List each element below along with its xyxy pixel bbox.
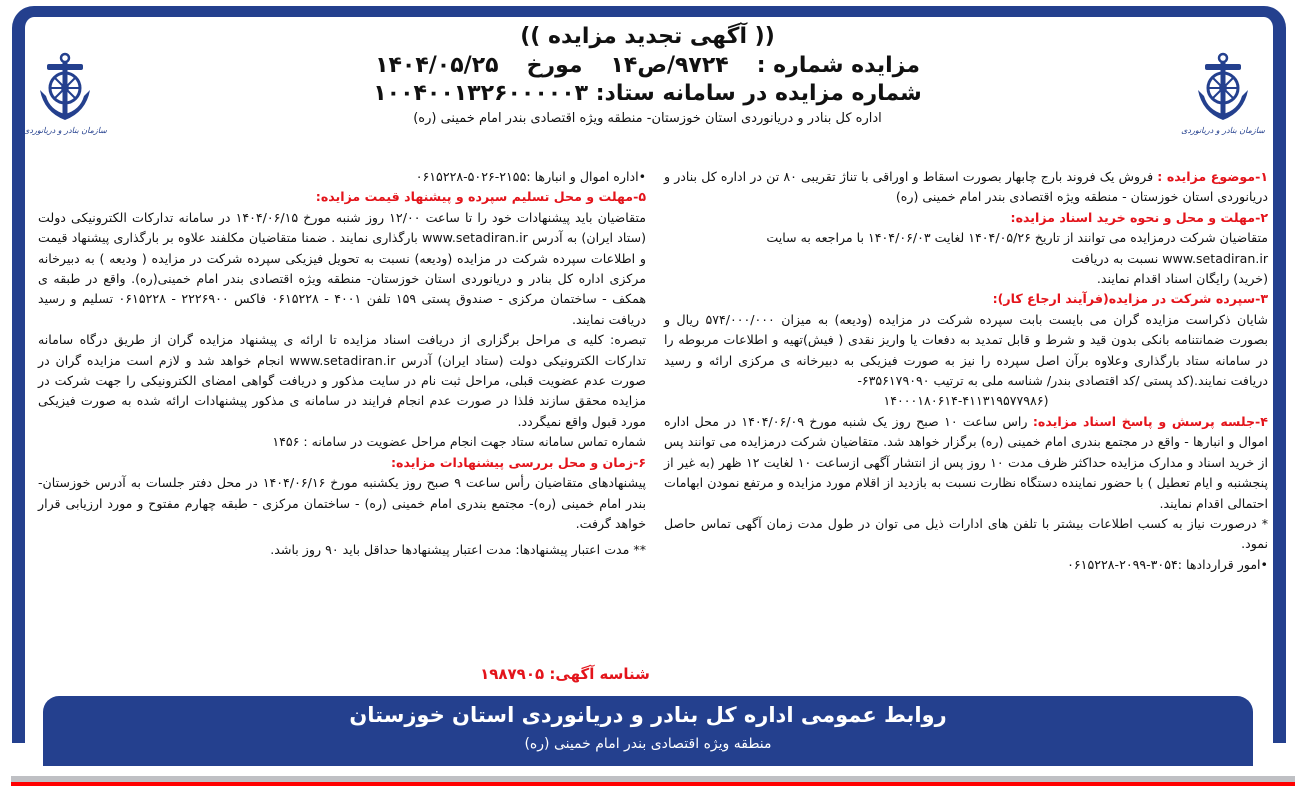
auction-date-value: ۱۴۰۴/۰۵/۲۵: [375, 53, 499, 78]
anchor-wheel-emblem-icon: [1192, 50, 1254, 122]
section-1-title: ۱-موضوع مزایده :: [1157, 169, 1269, 184]
section-6-body: پیشنهادهای متقاضیان رأس ساعت ۹ صبح روز یکشنبه مورخ ۱۴۰۴/۰۶/۱۶ در محل دفتر جلسات به آدرس خوزستان- بندر امام خمینی (ره)- مجتمع بندری امام خمینی (ره) - ساختمان مرکزی - طبقه چهارم مفتوح و مورد ارزیابی قرار خواهد گرفت.: [38, 475, 647, 531]
section-4-title: ۴-جلسه پرسش و پاسخ اسناد مزایده:: [1032, 413, 1268, 429]
section-6-title: ۶-زمان و محل بررسی پیشنهادات مزایده:: [391, 454, 646, 470]
footer-banner: [43, 696, 1253, 766]
section-5-note-text-2: انجام خواهد شد و لازم است مزایده گران در صورت عدم عضویت قبلی، مراحل ثبت نام در سایت مذکور و دریافت گواهی امضای الکترونیکی را جهت شرکت در مزایده محقق سازند فلذا در صورت عدم انجام فرایند در سامانه ی مذکور پیشنهادات ارائه شده به صورت فیزیکی مورد قبول واقع نمیگردد.: [38, 352, 646, 429]
logo-left: [20, 50, 110, 150]
section-2-body: [664, 228, 1268, 248]
section-5-title: ۵-مهلت و محل تسلیم سپرده و پیشنهاد قیمت مزایده:: [315, 189, 646, 205]
frame-top-border: [35, 6, 1260, 17]
section-1: [664, 167, 1268, 208]
section-5-text-1: متقاضیان باید پیشنهادات خود را تا ساعت ۱۲/۰۰ روز شنبه مورخ ۱۴۰۴/۰۶/۱۵ در سامانه تدارکات الکترونیکی دولت (ستاد ایران) به آدرس: [38, 209, 647, 246]
footer-title: روابط عمومی اداره کل بنادر و دریانوردی استان خوزستان: [349, 703, 947, 727]
auction-number-label: مزایده شماره :: [756, 53, 920, 78]
section-2-text-2: نسبت به دریافت: [1071, 250, 1159, 266]
logo-right: [1178, 50, 1268, 150]
section-3-body: شایان ذکراست مزایده گران می بایست بابت سپرده شرکت در مزایده (ودیعه) به میزان ۵۷۴/۰۰۰/۰۰۰ ریال و بصورت ضمانتنامه بانکی بدون قید و شرط و قابل تمدید به دفعات یا واریز نقدی ( فیش)تهیه و اطلاعات مربوطه را در سامانه ستاد بارگذاری وعلاوه برآن اصل سپرده را نیز به صورت فیزیکی به دبیرخانه ی مرکزی ارائه و رسید دریافت نمایند.(کد پستی /کد اقتصادی بندر/ شناسه ملی به ترتیب ۶۳۵۶۱۷۹۰۹۰-: [664, 311, 1268, 389]
setad-url-link[interactable]: www.setadiran.ir: [289, 352, 396, 368]
right-column: [664, 167, 1268, 575]
section-3-title: ۳-سپرده شرکت در مزایده(فرآیند ارجاع کار):: [992, 291, 1268, 307]
section-5-body: [38, 208, 646, 330]
validity-note: ** مدت اعتبار پیشنهادها: مدت اعتبار پیشنهادها حداقل باید ۹۰ روز باشد.: [270, 542, 646, 558]
notice-header: [150, 22, 1145, 130]
contracts-phone: •امور قراردادها :۳۰۵۴-۲۰۹۹-۰۶۱۵۲۲۸: [1067, 556, 1268, 572]
setad-number-label: شماره مزایده در سامانه ستاد:: [595, 81, 922, 106]
section-5-note-text-1: تبصره: کلیه ی مراحل برگزاری از دریافت اسناد مزایده تا ارائه ی پیشنهاد مزایده گران از طریق درگاه سامانه تدارکات الکترونیکی دولت (ستاد ایران) آدرس: [38, 332, 646, 368]
frame-right-border: [1273, 28, 1286, 743]
section-4: [664, 412, 1268, 514]
auction-number-line: [150, 52, 1145, 80]
logo-caption: سازمان بنادر و دریانوردی: [1181, 126, 1265, 135]
bottom-red-band: [11, 782, 1295, 786]
property-dept-phone: •اداره اموال و انبارها :۲۱۵۵-۵۰۲۶-۰۶۱۵۲۲۸: [415, 169, 646, 184]
ad-id-label: شناسه آگهی:: [549, 665, 650, 683]
section-3-codes: (۱۴۰۰۰۱۸۰۶۱۴-۴۱۱۳۱۹۵۷۷۹۸۶: [883, 393, 1049, 409]
setad-support-phone: شماره تماس سامانه ستاد جهت انجام مراحل عضویت در سامانه : ۱۴۵۶: [272, 434, 646, 450]
footer-subtitle: منطقه ویژه اقتصادی بندر امام خمینی (ره): [524, 736, 772, 752]
section-2-text: متقاضیان شرکت درمزایده می توانند از تاریخ ۱۴۰۴/۰۵/۲۶ لغایت ۱۴۰۴/۰۶/۰۳ با مراجعه به سایت: [766, 230, 1268, 246]
organization-name: اداره کل بنادر و دریانوردی استان خوزستان- منطقه ویژه اقتصادی بندر امام خمینی (ره): [413, 111, 882, 126]
setad-number-line: [150, 80, 1145, 108]
logo-caption: سازمان بنادر و دریانوردی: [23, 126, 107, 135]
inquiry-note: * درصورت نیاز به کسب اطلاعات بیشتر با تلفن های ادارات ذیل می توان در طول مدت زمان آگهی تماس حاصل نمود.: [664, 515, 1268, 552]
anchor-wheel-emblem-icon: [34, 50, 96, 122]
auction-date-label: مورخ: [526, 53, 583, 78]
section-2-title: ۲-مهلت و محل و نحوه خرید اسناد مزایده:: [1010, 209, 1268, 225]
setad-number-value: ۱۰۰۴۰۰۱۳۲۶۰۰۰۰۰۳: [373, 81, 589, 106]
left-column: [38, 167, 646, 561]
section-5-note: [38, 330, 646, 432]
notice-title: (( آگهی تجدید مزایده )): [520, 24, 775, 49]
section-5-text-2: بارگذاری نمایند . ضمنا متقاضیان مکلفند علاوه بر بارگذاری پیشنهاد قیمت و اطلاعات سپرده شرکت در مزایده (ودیعه) نسبت به تحویل فیزیکی سپرده شرکت در مزایده ( ودیعه ) به دبیرخانه مرکزی اداره کل بنادر و دریانوردی استان خوزستان- منطقه ویژه اقتصادی بندر امام خمینی(ره). واقع در طبقه ی همکف - ساختمان مرکزی - صندوق پستی ۱۵۹ تلفن ۴۰۰۱ - ۰۶۱۵۲۲۸ فاکس ۲۲۲۶۹۰۰ - ۰۶۱۵۲۲۸ تسلیم و رسید دریافت نمایند.: [38, 230, 646, 327]
section-1-body: فروش یک فروند بارج چابهار بصورت اسقاط و اوراقی با تناژ تقریبی ۸۰ تن در اداره کل بنادر و دریانوردی استان خوزستان - منطقه ویژه اقتصادی بندر امام خمینی (ره): [664, 169, 1268, 205]
setad-url-link[interactable]: www.setadiran.ir: [422, 230, 528, 246]
ad-id: [440, 665, 690, 683]
ad-id-value: ۱۹۸۷۹۰۵: [480, 665, 545, 683]
section-2-text-3: (خرید) رایگان اسناد اقدام نمایند.: [1096, 271, 1268, 287]
section-4-body: راس ساعت ۱۰ صبح روز یک شنبه مورخ ۱۴۰۴/۰۶/۰۹ در محل اداره اموال و انبارها - واقع در مجتمع بندری امام خمینی (ره) برگزار خواهد شد. متقاضیان شرکت درمزایده می توانند پس از خرید اسناد و مدارک مزایده حداکثر ظرف مدت ۱۰ روز پس از انتشار آگهی ازساعت ۱۰ لغایت ۱۲ ظهر (به غیر از پنجشنبه و ایام تعطیل ) با حضور نماینده دستگاه نظارت نسبت به بازدید از اقلام مورد مزایده و مرتفع نمودن ابهامات احتمالی اقدام نمایند.: [664, 413, 1268, 511]
setad-url-link[interactable]: www.setadiran.ir: [1162, 250, 1268, 266]
section-2-url-line: [664, 249, 1268, 269]
auction-number-value: ۹۷۲۴/ص۱۴: [610, 53, 729, 78]
